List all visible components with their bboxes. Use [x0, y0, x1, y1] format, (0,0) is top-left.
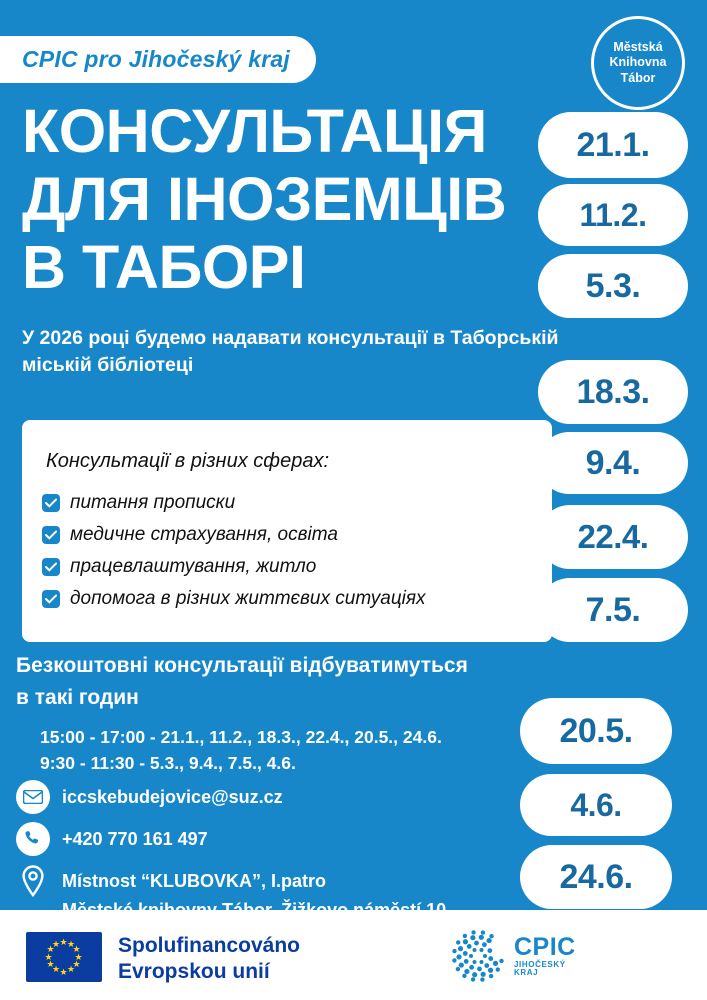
info-card-heading: Консультації в різних сферах:: [46, 450, 330, 472]
date-pill: 24.6.: [520, 845, 672, 909]
list-item: [42, 524, 542, 546]
eu-funding-line-2: Evropskou unií: [118, 960, 270, 984]
contact-phone[interactable]: +420 770 161 497: [62, 828, 208, 849]
eu-funding-line-1: Spolufinancováno: [118, 934, 301, 957]
eu-star-icon: ★: [46, 944, 55, 954]
date-pill: 9.4.: [538, 432, 688, 494]
hours-line-2: 9:30 - 11:30 - 5.3., 9.4., 7.5., 4.6.: [40, 753, 296, 774]
check-icon: [42, 494, 60, 512]
library-logo-line-3: Tábor: [620, 70, 656, 85]
list-item: [42, 492, 542, 514]
contact-email[interactable]: iccskebudejovice@suz.cz: [62, 786, 283, 807]
info-card-bullets: [42, 492, 542, 620]
cpic-logo: [452, 930, 576, 982]
cpic-sub-line-1: JIHOČESKÝ: [514, 959, 566, 969]
contact-address-row: [16, 864, 576, 898]
eu-star-icon: ★: [74, 951, 83, 962]
envelope-icon: [16, 780, 50, 814]
page-subtitle: У 2026 році будемо надавати консультації в Таборській міській бібліотеці: [22, 327, 559, 376]
date-pill: 22.4.: [538, 505, 688, 569]
eu-star-icon: ★: [44, 951, 53, 962]
hours-line-1: 15:00 - 17:00 - 21.1., 11.2., 18.3., 22.4., 20.5., 24.6.: [40, 727, 442, 747]
cpic-sub-line-2: KRAJ: [514, 968, 539, 978]
list-item: [42, 588, 542, 610]
eu-star-icon: ★: [59, 966, 68, 977]
hours-title-line-2: в такі годин: [16, 685, 139, 709]
location-pin-icon: [16, 864, 50, 898]
eu-star-icon: ★: [67, 938, 76, 949]
contact-block: [16, 780, 576, 921]
date-pill: 11.2.: [538, 184, 688, 246]
title-line-3: В ТАБОРІ: [22, 233, 306, 302]
date-pill: 20.5.: [520, 698, 672, 764]
date-pill: 4.6.: [520, 774, 672, 836]
list-item: [42, 556, 542, 578]
cpic-dots-icon: [452, 930, 504, 982]
contact-email-row[interactable]: [16, 780, 576, 814]
header-pill: CPIC pro Jihočeský kraj: [0, 36, 316, 83]
page-title: [22, 97, 582, 302]
eu-star-icon: ★: [67, 964, 76, 975]
title-line-2: ДЛЯ ІНОЗЕМЦІВ: [22, 165, 507, 234]
phone-icon: [16, 822, 50, 856]
check-icon: [42, 558, 60, 576]
check-icon: [42, 526, 60, 544]
eu-funding-text: [118, 933, 300, 986]
contact-address-line-1: Místnost “KLUBOVKA”, I.patro: [62, 870, 326, 891]
date-pill: 5.3.: [538, 254, 688, 318]
date-pill: 21.1.: [538, 112, 688, 178]
eu-star-icon: ★: [59, 936, 68, 947]
list-item-label: медичне страхування, освіта: [70, 524, 338, 545]
date-pill: 7.5.: [538, 578, 688, 642]
contact-phone-row[interactable]: [16, 822, 576, 856]
info-card: [22, 420, 552, 642]
eu-star-icon: ★: [52, 964, 61, 975]
eu-star-icon: ★: [72, 944, 81, 954]
cpic-wordmark: [514, 934, 576, 977]
list-item-label: працевлаштування, житло: [70, 556, 317, 577]
title-line-1: КОНСУЛЬТАЦІЯ: [22, 97, 487, 165]
hours-title-line-1: Безкоштовні консультації відбуватимуться: [16, 654, 468, 677]
library-logo: [591, 16, 685, 110]
eu-flag-icon: [26, 932, 102, 982]
library-logo-line-1: Městská: [613, 39, 663, 54]
eu-star-icon: ★: [46, 959, 55, 969]
footer: [0, 910, 707, 1000]
list-item-label: допомога в різних життєвих ситуаціях: [70, 588, 426, 609]
eu-star-icon: ★: [52, 938, 61, 949]
date-pill: 18.3.: [538, 360, 688, 424]
hours-title: [16, 650, 576, 713]
library-logo-line-2: Knihovna: [609, 55, 667, 70]
eu-star-icon: ★: [72, 959, 81, 969]
cpic-main-text: CPIC: [514, 933, 576, 962]
check-icon: [42, 590, 60, 608]
hours-lines: [40, 724, 540, 777]
list-item-label: питання прописки: [70, 492, 236, 513]
